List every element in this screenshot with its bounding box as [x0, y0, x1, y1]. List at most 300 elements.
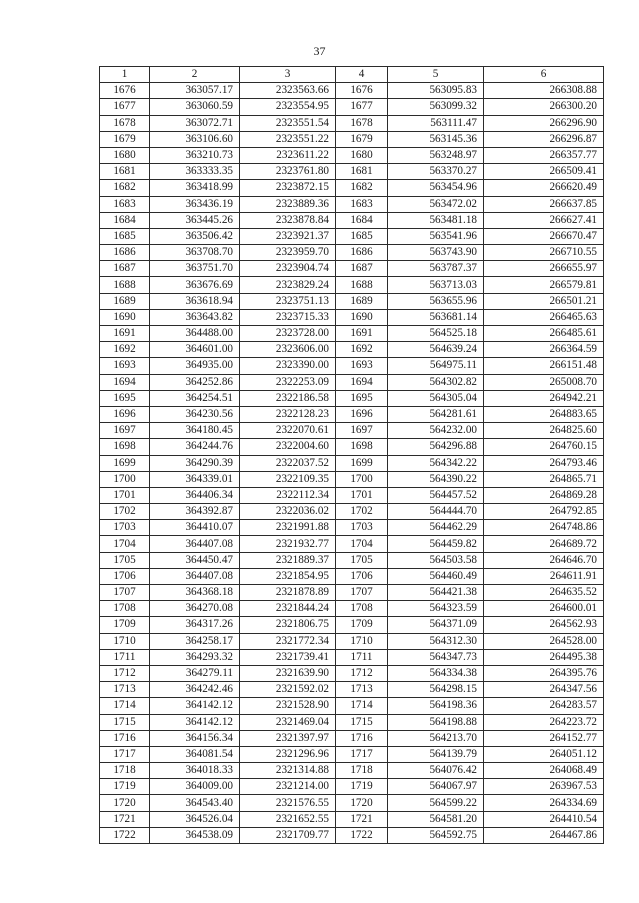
table-row [100, 374, 604, 390]
table-cell: 2321844.24 [240, 601, 336, 617]
table-cell: 363506.42 [150, 228, 240, 244]
table-row [100, 326, 604, 342]
table-cell: 1693 [100, 358, 150, 374]
table-cell: 2321639.90 [240, 665, 336, 681]
table-cell: 1696 [100, 406, 150, 422]
table-cell: 1705 [336, 552, 388, 568]
table-cell: 1700 [100, 471, 150, 487]
table-cell: 266308.88 [484, 83, 604, 99]
table-cell: 2322186.58 [240, 390, 336, 406]
table-cell: 266364.59 [484, 342, 604, 358]
table-cell: 363618.94 [150, 293, 240, 309]
table-row [100, 487, 604, 503]
table-cell: 364230.56 [150, 406, 240, 422]
table-row [100, 99, 604, 115]
table-cell: 1690 [336, 309, 388, 325]
table-cell: 1720 [100, 795, 150, 811]
table-cell: 266670.47 [484, 228, 604, 244]
table-cell: 264600.01 [484, 601, 604, 617]
table-cell: 1722 [100, 827, 150, 843]
table-row [100, 601, 604, 617]
table-cell: 563541.96 [388, 228, 484, 244]
table-cell: 2321739.41 [240, 649, 336, 665]
table-row [100, 714, 604, 730]
table-cell: 564334.38 [388, 665, 484, 681]
table-cell: 2323829.24 [240, 277, 336, 293]
table-cell: 1697 [336, 423, 388, 439]
table-cell: 2321652.55 [240, 811, 336, 827]
table-cell: 364339.01 [150, 471, 240, 487]
table-cell: 2321296.96 [240, 746, 336, 762]
table-cell: 1710 [100, 633, 150, 649]
table-row [100, 164, 604, 180]
table-cell: 1719 [100, 779, 150, 795]
table-cell: 363751.70 [150, 261, 240, 277]
table-cell: 1682 [100, 180, 150, 196]
table-cell: 2323390.00 [240, 358, 336, 374]
table-cell: 563481.18 [388, 212, 484, 228]
table-cell: 1692 [336, 342, 388, 358]
table-cell: 564592.75 [388, 827, 484, 843]
table-cell: 1700 [336, 471, 388, 487]
table-cell: 564323.59 [388, 601, 484, 617]
table-cell: 364450.47 [150, 552, 240, 568]
table-cell: 1688 [100, 277, 150, 293]
table-cell: 266710.55 [484, 245, 604, 261]
table-cell: 364935.00 [150, 358, 240, 374]
table-cell: 2321314.88 [240, 763, 336, 779]
table-cell: 1717 [336, 746, 388, 762]
table-cell: 564444.70 [388, 504, 484, 520]
table-cell: 264611.91 [484, 568, 604, 584]
table-cell: 564198.36 [388, 698, 484, 714]
table-cell: 563248.97 [388, 147, 484, 163]
table-cell: 2323563.66 [240, 83, 336, 99]
table-cell: 264347.56 [484, 682, 604, 698]
table-cell: 364526.04 [150, 811, 240, 827]
table-cell: 2321397.97 [240, 730, 336, 746]
table-cell: 563472.02 [388, 196, 484, 212]
table-cell: 1684 [100, 212, 150, 228]
table-cell: 2323921.37 [240, 228, 336, 244]
table-cell: 563787.37 [388, 261, 484, 277]
table-row [100, 746, 604, 762]
table-cell: 1685 [100, 228, 150, 244]
table-cell: 2321528.90 [240, 698, 336, 714]
table-cell: 1692 [100, 342, 150, 358]
table-cell: 1698 [336, 439, 388, 455]
table-row [100, 552, 604, 568]
table-cell: 1706 [336, 568, 388, 584]
table-cell: 264528.00 [484, 633, 604, 649]
table-cell: 264869.28 [484, 487, 604, 503]
table-cell: 1694 [100, 374, 150, 390]
table-row [100, 212, 604, 228]
table-row [100, 827, 604, 843]
table-cell: 363210.73 [150, 147, 240, 163]
table-cell: 1676 [100, 83, 150, 99]
table-cell: 364244.76 [150, 439, 240, 455]
table-cell: 264068.49 [484, 763, 604, 779]
table-cell: 2321854.95 [240, 568, 336, 584]
table-cell: 564067.97 [388, 779, 484, 795]
table-cell: 364407.08 [150, 536, 240, 552]
table-cell: 1699 [100, 455, 150, 471]
table-cell: 564076.42 [388, 763, 484, 779]
table-cell: 266465.63 [484, 309, 604, 325]
table-cell: 2323728.00 [240, 326, 336, 342]
table-cell: 363072.71 [150, 115, 240, 131]
table-cell: 264467.86 [484, 827, 604, 843]
table-cell: 264562.93 [484, 617, 604, 633]
page-number: 37 [313, 44, 326, 58]
table-cell: 364279.11 [150, 665, 240, 681]
table-cell: 2323554.95 [240, 99, 336, 115]
table-cell: 1684 [336, 212, 388, 228]
table-cell: 564390.22 [388, 471, 484, 487]
table-cell: 1678 [336, 115, 388, 131]
table-cell: 2321469.04 [240, 714, 336, 730]
table-cell: 364018.33 [150, 763, 240, 779]
table-cell: 1701 [336, 487, 388, 503]
table-cell: 1691 [336, 326, 388, 342]
table-cell: 1710 [336, 633, 388, 649]
table-cell: 364392.87 [150, 504, 240, 520]
table-row [100, 293, 604, 309]
table-cell: 2322036.02 [240, 504, 336, 520]
table-row [100, 196, 604, 212]
table-row [100, 682, 604, 698]
table-cell: 265008.70 [484, 374, 604, 390]
table-cell: 264689.72 [484, 536, 604, 552]
table-cell: 2321889.37 [240, 552, 336, 568]
table-cell: 564232.00 [388, 423, 484, 439]
table-cell: 564639.24 [388, 342, 484, 358]
table-cell: 2322070.61 [240, 423, 336, 439]
table-cell: 1681 [336, 164, 388, 180]
table-row [100, 617, 604, 633]
table-cell: 2322112.34 [240, 487, 336, 503]
table-cell: 2322128.23 [240, 406, 336, 422]
table-cell: 1704 [100, 536, 150, 552]
table-cell: 2321806.75 [240, 617, 336, 633]
table-cell: 364293.32 [150, 649, 240, 665]
table-cell: 2323904.74 [240, 261, 336, 277]
table-cell: 2321709.77 [240, 827, 336, 843]
table-cell: 1690 [100, 309, 150, 325]
table-cell: 1680 [100, 147, 150, 163]
table-cell: 1695 [100, 390, 150, 406]
table-cell: 1713 [100, 682, 150, 698]
table-cell: 264152.77 [484, 730, 604, 746]
table-cell: 564462.29 [388, 520, 484, 536]
table-cell: 364156.34 [150, 730, 240, 746]
table-cell: 263967.53 [484, 779, 604, 795]
table-row [100, 665, 604, 681]
table-cell: 564347.73 [388, 649, 484, 665]
table-cell: 266579.81 [484, 277, 604, 293]
table-cell: 1681 [100, 164, 150, 180]
column-header: 2 [150, 67, 240, 83]
table-cell: 1714 [100, 698, 150, 714]
table-cell: 266296.87 [484, 131, 604, 147]
table-cell: 1677 [336, 99, 388, 115]
table-row [100, 795, 604, 811]
table-cell: 264748.86 [484, 520, 604, 536]
table-cell: 266501.21 [484, 293, 604, 309]
table-cell: 564305.04 [388, 390, 484, 406]
table-row [100, 439, 604, 455]
table-cell: 1722 [336, 827, 388, 843]
table-cell: 266151.48 [484, 358, 604, 374]
table-row [100, 342, 604, 358]
table-row [100, 504, 604, 520]
table-cell: 364317.26 [150, 617, 240, 633]
table-row [100, 520, 604, 536]
table-cell: 364252.86 [150, 374, 240, 390]
table-cell: 364009.00 [150, 779, 240, 795]
table-cell: 564139.79 [388, 746, 484, 762]
table-cell: 563681.14 [388, 309, 484, 325]
table-cell: 563099.32 [388, 99, 484, 115]
table-cell: 563145.36 [388, 131, 484, 147]
table-cell: 1718 [336, 763, 388, 779]
table-cell: 364538.09 [150, 827, 240, 843]
table-row [100, 228, 604, 244]
table-cell: 266296.90 [484, 115, 604, 131]
table-cell: 2321576.55 [240, 795, 336, 811]
table-cell: 2321772.34 [240, 633, 336, 649]
table-cell: 1715 [100, 714, 150, 730]
table-cell: 1711 [100, 649, 150, 665]
table-cell: 1701 [100, 487, 150, 503]
table-cell: 1689 [336, 293, 388, 309]
table-cell: 1688 [336, 277, 388, 293]
table-row [100, 83, 604, 99]
table-cell: 564213.70 [388, 730, 484, 746]
table-cell: 1676 [336, 83, 388, 99]
table-cell: 264792.85 [484, 504, 604, 520]
table-cell: 363708.70 [150, 245, 240, 261]
table-cell: 2323878.84 [240, 212, 336, 228]
table-row [100, 245, 604, 261]
table-cell: 2322109.35 [240, 471, 336, 487]
table-cell: 1682 [336, 180, 388, 196]
table-cell: 363418.99 [150, 180, 240, 196]
table-row [100, 423, 604, 439]
table-row [100, 633, 604, 649]
table-cell: 264760.15 [484, 439, 604, 455]
table-cell: 1691 [100, 326, 150, 342]
table-cell: 1698 [100, 439, 150, 455]
table-cell: 1678 [100, 115, 150, 131]
table-cell: 264283.57 [484, 698, 604, 714]
table-cell: 363676.69 [150, 277, 240, 293]
table-cell: 1721 [100, 811, 150, 827]
table-cell: 1686 [336, 245, 388, 261]
table-cell: 2321214.00 [240, 779, 336, 795]
column-header: 3 [240, 67, 336, 83]
table-cell: 2323551.54 [240, 115, 336, 131]
table-cell: 264223.72 [484, 714, 604, 730]
table-cell: 363333.35 [150, 164, 240, 180]
table-cell: 266300.20 [484, 99, 604, 115]
table-cell: 1709 [336, 617, 388, 633]
table-cell: 2323761.80 [240, 164, 336, 180]
table-row [100, 763, 604, 779]
table-cell: 364270.08 [150, 601, 240, 617]
table-row [100, 277, 604, 293]
table-row [100, 115, 604, 131]
table-cell: 364242.46 [150, 682, 240, 698]
table-row [100, 585, 604, 601]
table-cell: 1693 [336, 358, 388, 374]
table-cell: 364410.07 [150, 520, 240, 536]
table-row [100, 811, 604, 827]
table-cell: 1686 [100, 245, 150, 261]
table-row [100, 779, 604, 795]
table-cell: 1711 [336, 649, 388, 665]
table-row [100, 536, 604, 552]
table-cell: 564371.09 [388, 617, 484, 633]
column-header: 5 [388, 67, 484, 83]
table-cell: 264395.76 [484, 665, 604, 681]
table-cell: 2321592.02 [240, 682, 336, 698]
table-cell: 364142.12 [150, 714, 240, 730]
table-cell: 364290.39 [150, 455, 240, 471]
table-cell: 264646.70 [484, 552, 604, 568]
table-row [100, 698, 604, 714]
table-cell: 1677 [100, 99, 150, 115]
table-cell: 1707 [100, 585, 150, 601]
table-cell: 1699 [336, 455, 388, 471]
table-cell: 1679 [100, 131, 150, 147]
table-cell: 364488.00 [150, 326, 240, 342]
table-cell: 1687 [336, 261, 388, 277]
table-cell: 564302.82 [388, 374, 484, 390]
table-cell: 564457.52 [388, 487, 484, 503]
table-cell: 1694 [336, 374, 388, 390]
table-cell: 1708 [336, 601, 388, 617]
table-cell: 363060.59 [150, 99, 240, 115]
table-cell: 364407.08 [150, 568, 240, 584]
table-cell: 363445.26 [150, 212, 240, 228]
table-row [100, 309, 604, 325]
table-cell: 2321878.89 [240, 585, 336, 601]
table-cell: 266485.61 [484, 326, 604, 342]
table-cell: 1696 [336, 406, 388, 422]
table-cell: 364368.18 [150, 585, 240, 601]
table-row [100, 131, 604, 147]
table-cell: 363436.19 [150, 196, 240, 212]
table-cell: 2323715.33 [240, 309, 336, 325]
table-cell: 264051.12 [484, 746, 604, 762]
column-header: 6 [484, 67, 604, 83]
table-cell: 564459.82 [388, 536, 484, 552]
table-cell: 2321991.88 [240, 520, 336, 536]
table-cell: 2323606.00 [240, 342, 336, 358]
table-cell: 564312.30 [388, 633, 484, 649]
table-cell: 2323751.13 [240, 293, 336, 309]
table-cell: 363106.60 [150, 131, 240, 147]
table-cell: 264410.54 [484, 811, 604, 827]
table-cell: 564525.18 [388, 326, 484, 342]
table-cell: 564421.38 [388, 585, 484, 601]
table-cell: 1707 [336, 585, 388, 601]
table-cell: 264495.38 [484, 649, 604, 665]
table-cell: 564460.49 [388, 568, 484, 584]
table-cell: 1689 [100, 293, 150, 309]
table-cell: 266509.41 [484, 164, 604, 180]
table-row [100, 261, 604, 277]
table-cell: 1679 [336, 131, 388, 147]
table-cell: 563111.47 [388, 115, 484, 131]
table-cell: 1702 [336, 504, 388, 520]
table-cell: 1718 [100, 763, 150, 779]
table-cell: 564599.22 [388, 795, 484, 811]
table-row [100, 358, 604, 374]
table-row [100, 730, 604, 746]
table-cell: 563454.96 [388, 180, 484, 196]
table-cell: 1703 [336, 520, 388, 536]
table-cell: 1716 [336, 730, 388, 746]
table-cell: 266627.41 [484, 212, 604, 228]
column-header: 4 [336, 67, 388, 83]
table-cell: 2323551.22 [240, 131, 336, 147]
table-cell: 264942.21 [484, 390, 604, 406]
table-cell: 563655.96 [388, 293, 484, 309]
table-cell: 266637.85 [484, 196, 604, 212]
table-cell: 1719 [336, 779, 388, 795]
table-cell: 563095.83 [388, 83, 484, 99]
table-cell: 1695 [336, 390, 388, 406]
table-cell: 264334.69 [484, 795, 604, 811]
table-cell: 564298.15 [388, 682, 484, 698]
table-cell: 264793.46 [484, 455, 604, 471]
table-cell: 2323889.36 [240, 196, 336, 212]
table-row [100, 568, 604, 584]
table-cell: 266620.49 [484, 180, 604, 196]
table-cell: 1697 [100, 423, 150, 439]
table-cell: 2322004.60 [240, 439, 336, 455]
table-cell: 364254.51 [150, 390, 240, 406]
table-header-row [100, 67, 604, 83]
table-cell: 266655.97 [484, 261, 604, 277]
table-cell: 364142.12 [150, 698, 240, 714]
table-cell: 264883.65 [484, 406, 604, 422]
table-cell: 2322037.52 [240, 455, 336, 471]
table-cell: 1715 [336, 714, 388, 730]
table-cell: 564281.61 [388, 406, 484, 422]
table-cell: 1716 [100, 730, 150, 746]
table-cell: 1717 [100, 746, 150, 762]
table-cell: 564581.20 [388, 811, 484, 827]
table-cell: 564503.58 [388, 552, 484, 568]
table-cell: 1714 [336, 698, 388, 714]
table-cell: 2323872.15 [240, 180, 336, 196]
table-row [100, 390, 604, 406]
table-cell: 364543.40 [150, 795, 240, 811]
table-cell: 1709 [100, 617, 150, 633]
table-body [100, 83, 604, 844]
table-cell: 563370.27 [388, 164, 484, 180]
table-cell: 1721 [336, 811, 388, 827]
table-cell: 1704 [336, 536, 388, 552]
table-cell: 2323959.70 [240, 245, 336, 261]
table-cell: 364081.54 [150, 746, 240, 762]
table-row [100, 147, 604, 163]
table-cell: 1702 [100, 504, 150, 520]
